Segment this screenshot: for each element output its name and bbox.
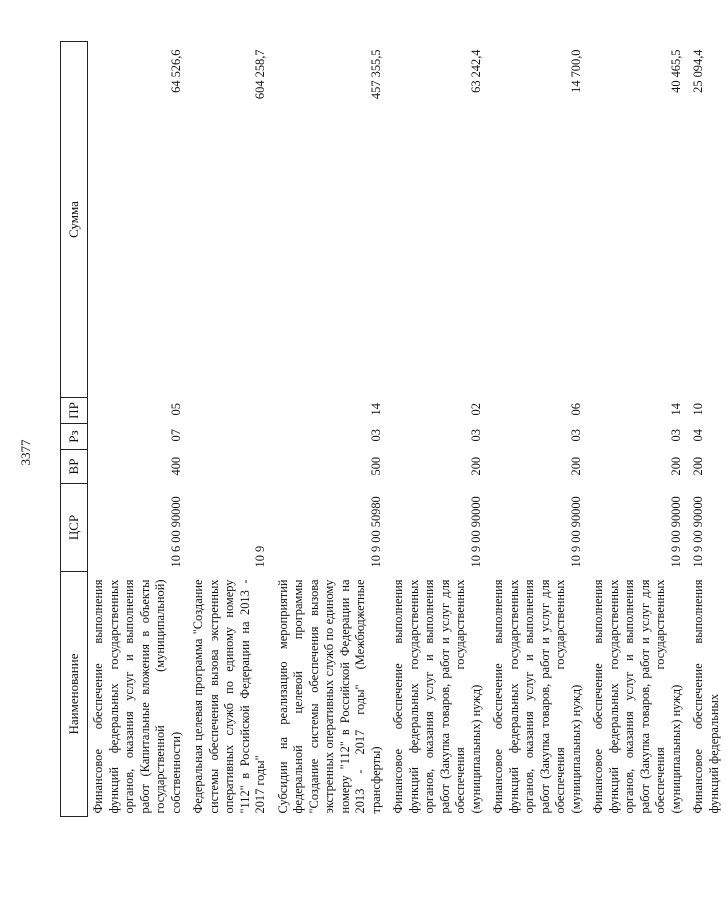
table-row	[588, 42, 688, 817]
header-name: Наименование	[61, 572, 88, 817]
row-rz: 04	[691, 429, 705, 442]
row-vr: 400	[168, 456, 183, 476]
row-pr	[188, 398, 273, 424]
row-csr: 10 9	[253, 545, 267, 568]
row-pr: 10	[691, 403, 705, 416]
row-pr: 14	[368, 403, 383, 416]
row-pr: 06	[568, 403, 583, 416]
row-rz: 07	[168, 429, 183, 442]
row-csr: 10 9 00 90000	[668, 496, 683, 568]
row-rz: 03	[368, 429, 383, 442]
row-name: Финансовое обеспечение выполнения функций федеральных государственных органов, оказания услуг и выполнения работ (Капитальные вложения в объекты государственной (муниципальной) собственности)	[91, 579, 183, 814]
table-row	[488, 42, 588, 817]
row-rz: 03	[568, 429, 583, 442]
row-vr: 200	[691, 456, 705, 476]
row-csr: 10 9 00 90000	[568, 496, 583, 568]
row-csr: 10 9 00 50980	[368, 496, 383, 568]
table-row	[688, 42, 726, 817]
row-sum: 63 242,4	[468, 49, 483, 93]
header-rz: Рз	[61, 424, 88, 450]
row-name: Субсидии на реализацию мероприятий федеральной целевой программы "Создание системы обеспечения вызова экстренных оперативных служб по единому номеру "112" в Российской Федерации на 2013 - 2017 годы" (Межбюджетные трансферты)	[275, 579, 383, 814]
row-pr: 05	[168, 403, 183, 416]
row-pr: 14	[668, 403, 683, 416]
page-number: 3377	[18, 439, 33, 466]
table-row	[188, 42, 273, 817]
row-rz: 03	[468, 429, 483, 442]
row-vr: 200	[568, 456, 583, 476]
row-rz: 03	[668, 429, 683, 442]
row-vr: 200	[468, 456, 483, 476]
row-sum: 14 700,0	[568, 49, 583, 93]
row-name: Финансовое обеспечение выполнения функций федеральных государственных органов, оказания услуг и выполнения работ (Закупка товаров, работ и услуг для обеспечения государственных (муниципальных) нужд)	[591, 579, 683, 814]
header-pr: ПР	[61, 398, 88, 424]
row-csr: 10 9 00 90000	[468, 496, 483, 568]
table-row	[88, 42, 189, 817]
row-name: Финансовое обеспечение выполнения функций федеральных государственных органов, оказания услуг и выполнения работ (Закупка товаров, работ и услуг для обеспечения государственных (муниципальных) нужд)	[391, 579, 483, 814]
row-name: Финансовое обеспечение выполнения функций федеральных государственных органов, оказания услуг и выполнения работ (Закупка товаров, работ и услуг для обеспечения государственных (муниципальных) нужд)	[491, 579, 583, 814]
row-sum: 40 465,5	[668, 49, 683, 93]
row-vr: 200	[668, 456, 683, 476]
header-csr: ЦСР	[61, 484, 88, 572]
table-row	[273, 42, 389, 817]
row-name: Федеральная целевая программа "Создание системы обеспечения вызова экстренных оперативных служб по единому номеру "112" в Российской Федерации на 2013 - 2017 годы"	[191, 579, 267, 814]
row-sum: 604 258,7	[253, 49, 267, 100]
row-vr	[188, 450, 273, 484]
row-vr: 500	[368, 456, 383, 476]
row-sum: 457 355,5	[368, 49, 383, 100]
header-sum: Сумма	[61, 42, 88, 398]
row-sum: 25 094,4	[691, 49, 705, 93]
row-csr: 10 9 00 90000	[691, 496, 705, 568]
row-sum: 64 526,6	[168, 49, 183, 93]
row-rz	[188, 424, 273, 450]
table-row	[388, 42, 488, 817]
table-header-row	[61, 42, 88, 817]
row-csr: 10 6 00 90000	[168, 496, 183, 568]
header-vr: ВР	[61, 450, 88, 484]
budget-table	[60, 41, 726, 817]
row-name: Финансовое обеспечение выполнения функций федеральных	[691, 579, 721, 814]
row-pr: 02	[468, 403, 483, 416]
